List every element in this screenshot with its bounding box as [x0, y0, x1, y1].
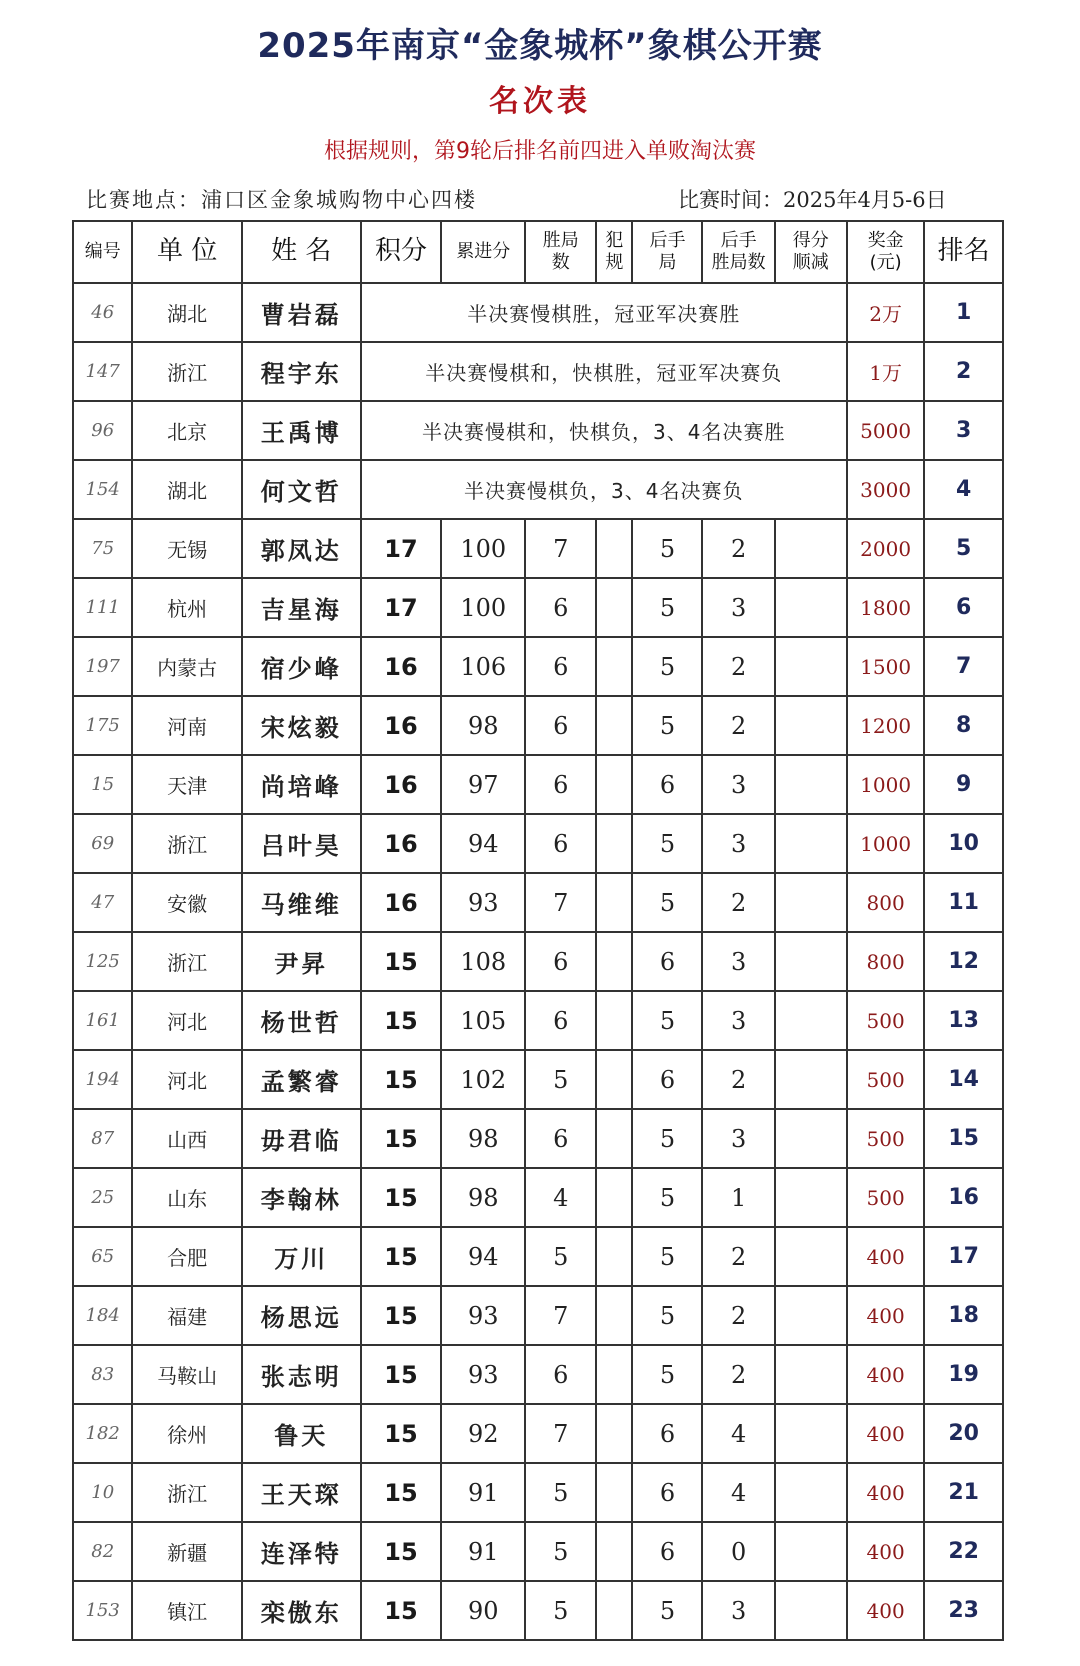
cell-name: 尹昇	[242, 932, 361, 991]
col-header-cumulative: 累进分	[441, 221, 525, 283]
cell-score: 15	[361, 1286, 442, 1345]
rule-note: 根据规则，第9轮后排名前四进入单败淘汰赛	[324, 139, 756, 164]
cell-score: 15	[361, 1581, 442, 1640]
col-header-rank: 排名	[924, 221, 1003, 283]
cell-wins: 7	[525, 1404, 596, 1463]
cell-score: 15	[361, 1109, 442, 1168]
col-header-deduct: 得分 顺减	[775, 221, 847, 283]
cell-foul	[596, 1404, 632, 1463]
cell-id: 147	[73, 342, 132, 401]
cell-score: 15	[361, 1227, 442, 1286]
cell-name: 宋炫毅	[242, 696, 361, 755]
cell-foul	[596, 637, 632, 696]
cell-cumulative: 91	[441, 1522, 525, 1581]
cell-black-games: 5	[632, 1581, 702, 1640]
cell-rank: 16	[924, 1168, 1003, 1227]
cell-name: 连泽特	[242, 1522, 361, 1581]
cell-wins: 6	[525, 696, 596, 755]
cell-cumulative: 105	[441, 991, 525, 1050]
cell-black-wins: 2	[702, 1345, 774, 1404]
cell-black-wins: 3	[702, 1581, 774, 1640]
cell-wins: 5	[525, 1581, 596, 1640]
cell-black-wins: 0	[702, 1522, 774, 1581]
cell-prize: 400	[847, 1404, 925, 1463]
cell-score: 15	[361, 932, 442, 991]
cell-deduct	[775, 1463, 847, 1522]
col-header-black: 后手 局	[632, 221, 702, 283]
cell-unit: 湖北	[132, 283, 241, 342]
cell-foul	[596, 932, 632, 991]
cell-black-wins: 2	[702, 1050, 774, 1109]
cell-wins: 6	[525, 814, 596, 873]
cell-cumulative: 98	[441, 1109, 525, 1168]
cell-black-games: 6	[632, 1463, 702, 1522]
cell-prize: 400	[847, 1581, 925, 1640]
cell-deduct	[775, 1109, 847, 1168]
cell-score: 15	[361, 1463, 442, 1522]
col-header-prize: 奖金 (元)	[847, 221, 925, 283]
cell-name: 曹岩磊	[242, 283, 361, 342]
cell-score: 17	[361, 578, 442, 637]
cell-foul	[596, 696, 632, 755]
cell-cumulative: 100	[441, 519, 525, 578]
cell-wins: 5	[525, 1463, 596, 1522]
cell-unit: 内蒙古	[132, 637, 241, 696]
col-header-black-wins: 后手 胜局数	[702, 221, 774, 283]
cell-prize: 800	[847, 932, 925, 991]
cell-black-wins: 3	[702, 814, 774, 873]
cell-deduct	[775, 932, 847, 991]
cell-score: 15	[361, 1345, 442, 1404]
table-row	[73, 460, 1003, 519]
cell-unit: 山西	[132, 1109, 241, 1168]
cell-cumulative: 97	[441, 755, 525, 814]
cell-black-games: 5	[632, 873, 702, 932]
cell-score: 16	[361, 814, 442, 873]
cell-deduct	[775, 637, 847, 696]
cell-cumulative: 94	[441, 814, 525, 873]
cell-wins: 6	[525, 991, 596, 1050]
cell-wins: 6	[525, 637, 596, 696]
cell-name: 宿少峰	[242, 637, 361, 696]
cell-id: 75	[73, 519, 132, 578]
cell-name: 鲁天	[242, 1404, 361, 1463]
cell-foul	[596, 1463, 632, 1522]
cell-deduct	[775, 578, 847, 637]
cell-rank: 4	[924, 460, 1003, 519]
cell-rank: 2	[924, 342, 1003, 401]
table-row	[73, 873, 1003, 932]
col-header-wins: 胜局 数	[525, 221, 596, 283]
cell-score: 15	[361, 991, 442, 1050]
cell-foul	[596, 873, 632, 932]
cell-prize: 5000	[847, 401, 925, 460]
cell-knockout-note: 半决赛慢棋负，3、4名决赛负	[361, 460, 847, 519]
cell-prize: 2万	[847, 283, 925, 342]
cell-rank: 18	[924, 1286, 1003, 1345]
cell-deduct	[775, 755, 847, 814]
cell-cumulative: 98	[441, 1168, 525, 1227]
cell-name: 马维维	[242, 873, 361, 932]
cell-foul	[596, 1345, 632, 1404]
cell-black-wins: 2	[702, 696, 774, 755]
cell-id: 197	[73, 637, 132, 696]
table-row	[73, 1168, 1003, 1227]
cell-deduct	[775, 1345, 847, 1404]
cell-id: 10	[73, 1463, 132, 1522]
cell-foul	[596, 991, 632, 1050]
cell-id: 96	[73, 401, 132, 460]
cell-unit: 合肥	[132, 1227, 241, 1286]
cell-rank: 6	[924, 578, 1003, 637]
page-title: 2025年南京“金象城杯”象棋公开赛	[257, 26, 823, 66]
cell-cumulative: 102	[441, 1050, 525, 1109]
table-row	[73, 755, 1003, 814]
cell-prize: 500	[847, 1050, 925, 1109]
table-row	[73, 283, 1003, 342]
cell-black-wins: 4	[702, 1404, 774, 1463]
cell-prize: 400	[847, 1463, 925, 1522]
cell-black-games: 6	[632, 1522, 702, 1581]
cell-wins: 6	[525, 578, 596, 637]
cell-black-wins: 3	[702, 1109, 774, 1168]
table-row	[73, 1463, 1003, 1522]
table-row	[73, 1404, 1003, 1463]
cell-black-wins: 2	[702, 1227, 774, 1286]
cell-deduct	[775, 519, 847, 578]
cell-black-games: 6	[632, 755, 702, 814]
cell-prize: 1200	[847, 696, 925, 755]
cell-cumulative: 94	[441, 1227, 525, 1286]
cell-black-wins: 3	[702, 991, 774, 1050]
cell-id: 46	[73, 283, 132, 342]
cell-unit: 浙江	[132, 814, 241, 873]
col-header-id: 编号	[73, 221, 132, 283]
cell-rank: 15	[924, 1109, 1003, 1168]
cell-score: 16	[361, 755, 442, 814]
cell-rank: 20	[924, 1404, 1003, 1463]
cell-prize: 3000	[847, 460, 925, 519]
cell-name: 孟繁睿	[242, 1050, 361, 1109]
cell-unit: 浙江	[132, 342, 241, 401]
cell-black-games: 5	[632, 991, 702, 1050]
cell-black-games: 5	[632, 696, 702, 755]
cell-rank: 11	[924, 873, 1003, 932]
cell-unit: 北京	[132, 401, 241, 460]
cell-unit: 马鞍山	[132, 1345, 241, 1404]
cell-foul	[596, 519, 632, 578]
cell-name: 杨思远	[242, 1286, 361, 1345]
cell-name: 毋君临	[242, 1109, 361, 1168]
cell-unit: 徐州	[132, 1404, 241, 1463]
cell-id: 194	[73, 1050, 132, 1109]
cell-prize: 400	[847, 1286, 925, 1345]
cell-wins: 4	[525, 1168, 596, 1227]
cell-name: 程宇东	[242, 342, 361, 401]
col-header-unit: 单 位	[132, 221, 241, 283]
cell-rank: 8	[924, 696, 1003, 755]
cell-foul	[596, 578, 632, 637]
table-row	[73, 401, 1003, 460]
cell-black-wins: 3	[702, 578, 774, 637]
cell-black-games: 5	[632, 1109, 702, 1168]
cell-unit: 镇江	[132, 1581, 241, 1640]
cell-foul	[596, 1109, 632, 1168]
cell-id: 184	[73, 1286, 132, 1345]
cell-cumulative: 93	[441, 1286, 525, 1345]
cell-unit: 河北	[132, 1050, 241, 1109]
cell-wins: 6	[525, 1109, 596, 1168]
cell-wins: 5	[525, 1227, 596, 1286]
cell-prize: 500	[847, 1109, 925, 1168]
table-row	[73, 991, 1003, 1050]
cell-knockout-note: 半决赛慢棋和，快棋胜，冠亚军决赛负	[361, 342, 847, 401]
cell-foul	[596, 1227, 632, 1286]
cell-rank: 12	[924, 932, 1003, 991]
page-subtitle: 名次表	[489, 84, 591, 119]
cell-rank: 5	[924, 519, 1003, 578]
cell-rank: 23	[924, 1581, 1003, 1640]
cell-unit: 湖北	[132, 460, 241, 519]
cell-foul	[596, 1522, 632, 1581]
cell-deduct	[775, 1404, 847, 1463]
cell-unit: 福建	[132, 1286, 241, 1345]
cell-prize: 500	[847, 991, 925, 1050]
cell-rank: 13	[924, 991, 1003, 1050]
cell-unit: 安徽	[132, 873, 241, 932]
cell-cumulative: 106	[441, 637, 525, 696]
cell-black-games: 5	[632, 1168, 702, 1227]
table-row	[73, 342, 1003, 401]
cell-unit: 浙江	[132, 932, 241, 991]
cell-foul	[596, 1581, 632, 1640]
cell-id: 111	[73, 578, 132, 637]
cell-black-wins: 1	[702, 1168, 774, 1227]
cell-deduct	[775, 1168, 847, 1227]
cell-cumulative: 93	[441, 1345, 525, 1404]
cell-unit: 无锡	[132, 519, 241, 578]
cell-wins: 6	[525, 932, 596, 991]
cell-prize: 800	[847, 873, 925, 932]
cell-wins: 5	[525, 1050, 596, 1109]
cell-cumulative: 108	[441, 932, 525, 991]
cell-black-games: 5	[632, 637, 702, 696]
cell-name: 万川	[242, 1227, 361, 1286]
cell-deduct	[775, 1581, 847, 1640]
cell-name: 杨世哲	[242, 991, 361, 1050]
cell-score: 15	[361, 1404, 442, 1463]
cell-prize: 1500	[847, 637, 925, 696]
table-row	[73, 578, 1003, 637]
table-row	[73, 1050, 1003, 1109]
cell-rank: 17	[924, 1227, 1003, 1286]
cell-black-wins: 2	[702, 519, 774, 578]
cell-prize: 1万	[847, 342, 925, 401]
cell-id: 153	[73, 1581, 132, 1640]
cell-unit: 新疆	[132, 1522, 241, 1581]
cell-score: 17	[361, 519, 442, 578]
cell-rank: 1	[924, 283, 1003, 342]
cell-deduct	[775, 1050, 847, 1109]
cell-deduct	[775, 873, 847, 932]
cell-deduct	[775, 1227, 847, 1286]
cell-deduct	[775, 1286, 847, 1345]
cell-id: 161	[73, 991, 132, 1050]
cell-rank: 10	[924, 814, 1003, 873]
col-header-score: 积分	[361, 221, 442, 283]
table-row	[73, 814, 1003, 873]
cell-name: 王禹博	[242, 401, 361, 460]
cell-unit: 杭州	[132, 578, 241, 637]
cell-cumulative: 98	[441, 696, 525, 755]
table-row	[73, 1522, 1003, 1581]
cell-black-games: 6	[632, 1050, 702, 1109]
cell-id: 25	[73, 1168, 132, 1227]
table-row	[73, 1345, 1003, 1404]
cell-cumulative: 92	[441, 1404, 525, 1463]
cell-name: 栾傲东	[242, 1581, 361, 1640]
cell-prize: 400	[847, 1522, 925, 1581]
cell-prize: 1000	[847, 814, 925, 873]
cell-foul	[596, 755, 632, 814]
cell-unit: 河南	[132, 696, 241, 755]
cell-wins: 7	[525, 1286, 596, 1345]
cell-black-games: 5	[632, 578, 702, 637]
date-text: 比赛时间：2025年4月5-6日	[678, 188, 947, 212]
ranking-table	[72, 220, 1004, 1641]
cell-foul	[596, 814, 632, 873]
cell-black-wins: 2	[702, 1286, 774, 1345]
cell-name: 李翰林	[242, 1168, 361, 1227]
venue-text: 比赛地点：浦口区金象城购物中心四楼	[86, 188, 477, 212]
cell-name: 吉星海	[242, 578, 361, 637]
cell-wins: 7	[525, 873, 596, 932]
cell-black-games: 5	[632, 1286, 702, 1345]
cell-id: 82	[73, 1522, 132, 1581]
cell-black-games: 5	[632, 519, 702, 578]
col-header-foul: 犯 规	[596, 221, 632, 283]
cell-prize: 2000	[847, 519, 925, 578]
cell-name: 郭凤达	[242, 519, 361, 578]
cell-wins: 7	[525, 519, 596, 578]
cell-unit: 天津	[132, 755, 241, 814]
table-header-row	[73, 221, 1003, 283]
cell-prize: 500	[847, 1168, 925, 1227]
table-row	[73, 1581, 1003, 1640]
cell-id: 87	[73, 1109, 132, 1168]
cell-name: 吕叶昊	[242, 814, 361, 873]
cell-id: 182	[73, 1404, 132, 1463]
cell-unit: 河北	[132, 991, 241, 1050]
cell-black-games: 5	[632, 814, 702, 873]
cell-cumulative: 100	[441, 578, 525, 637]
cell-cumulative: 93	[441, 873, 525, 932]
cell-score: 15	[361, 1050, 442, 1109]
cell-black-games: 5	[632, 1227, 702, 1286]
table-row	[73, 1227, 1003, 1286]
cell-foul	[596, 1286, 632, 1345]
cell-foul	[596, 1050, 632, 1109]
cell-black-games: 6	[632, 1404, 702, 1463]
table-row	[73, 696, 1003, 755]
cell-black-games: 5	[632, 1345, 702, 1404]
cell-deduct	[775, 1522, 847, 1581]
cell-name: 张志明	[242, 1345, 361, 1404]
cell-id: 175	[73, 696, 132, 755]
cell-name: 王天琛	[242, 1463, 361, 1522]
cell-wins: 6	[525, 755, 596, 814]
cell-deduct	[775, 991, 847, 1050]
cell-score: 15	[361, 1522, 442, 1581]
cell-id: 69	[73, 814, 132, 873]
cell-id: 47	[73, 873, 132, 932]
table-row	[73, 1286, 1003, 1345]
cell-prize: 400	[847, 1227, 925, 1286]
cell-deduct	[775, 814, 847, 873]
cell-black-wins: 3	[702, 755, 774, 814]
cell-score: 16	[361, 873, 442, 932]
cell-rank: 19	[924, 1345, 1003, 1404]
cell-name: 何文哲	[242, 460, 361, 519]
cell-unit: 浙江	[132, 1463, 241, 1522]
cell-deduct	[775, 696, 847, 755]
cell-score: 15	[361, 1168, 442, 1227]
cell-name: 尚培峰	[242, 755, 361, 814]
cell-rank: 7	[924, 637, 1003, 696]
cell-black-wins: 2	[702, 637, 774, 696]
cell-cumulative: 90	[441, 1581, 525, 1640]
cell-id: 83	[73, 1345, 132, 1404]
cell-black-games: 6	[632, 932, 702, 991]
cell-cumulative: 91	[441, 1463, 525, 1522]
cell-prize: 1000	[847, 755, 925, 814]
cell-rank: 3	[924, 401, 1003, 460]
cell-id: 15	[73, 755, 132, 814]
cell-rank: 9	[924, 755, 1003, 814]
cell-id: 125	[73, 932, 132, 991]
table-row	[73, 519, 1003, 578]
table-row	[73, 1109, 1003, 1168]
cell-knockout-note: 半决赛慢棋胜，冠亚军决赛胜	[361, 283, 847, 342]
cell-score: 16	[361, 696, 442, 755]
cell-rank: 22	[924, 1522, 1003, 1581]
cell-foul	[596, 1168, 632, 1227]
table-row	[73, 637, 1003, 696]
cell-black-wins: 4	[702, 1463, 774, 1522]
table-row	[73, 932, 1003, 991]
cell-rank: 21	[924, 1463, 1003, 1522]
cell-score: 16	[361, 637, 442, 696]
cell-unit: 山东	[132, 1168, 241, 1227]
cell-prize: 400	[847, 1345, 925, 1404]
cell-wins: 5	[525, 1522, 596, 1581]
cell-id: 154	[73, 460, 132, 519]
cell-black-wins: 3	[702, 932, 774, 991]
cell-wins: 6	[525, 1345, 596, 1404]
cell-rank: 14	[924, 1050, 1003, 1109]
cell-black-wins: 2	[702, 873, 774, 932]
cell-prize: 1800	[847, 578, 925, 637]
cell-id: 65	[73, 1227, 132, 1286]
cell-knockout-note: 半决赛慢棋和，快棋负，3、4名决赛胜	[361, 401, 847, 460]
col-header-name: 姓 名	[242, 221, 361, 283]
